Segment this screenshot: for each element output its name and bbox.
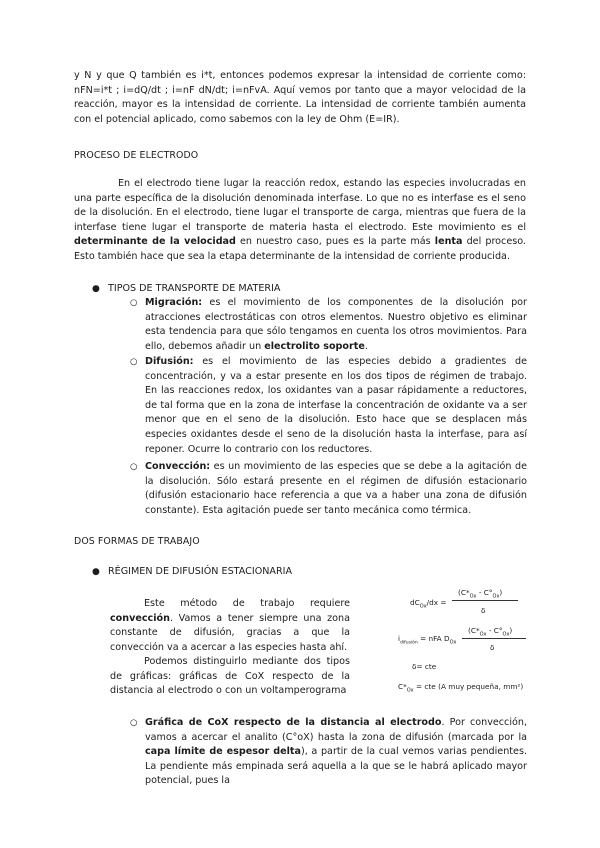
formula-gradient-lhs: $dC_{Ox}/dx$ = [410, 598, 447, 610]
formula-current-numerator: $(C*_{Ox} - C^\circ_{Ox})$ [468, 626, 513, 638]
formula-current-denominator: δ [490, 643, 495, 652]
formula-gradient-denominator: δ [481, 606, 486, 615]
sub-bullet-icon: ○ [130, 718, 138, 728]
regimen-paragraph-1: Este método de trabajo requiere convección. Vamos a tener siempre una zona constante de difusión, gracias a que la convección va a acercar a las especies hasta ahí. [110, 598, 350, 653]
fraction-line [452, 600, 518, 601]
sub-bullet-icon: ○ [130, 298, 138, 308]
conveccion-item: Convección: es un movimiento de las especies que se debe a la agitación de la disolución. Sólo estará presente en el régimen de difusión estacionario (difusión estacionario hace referencia a que va a haber una zona de difusión constante). Esta agitación puede ser tanto mecánica como térmica. [145, 461, 527, 516]
formula-gradient-numerator: $(C*_{Ox} - C^\circ_{Ox})$ [458, 588, 503, 600]
fraction-line [462, 638, 526, 639]
formula-concentration-constant: $C*_{Ox}$ = cte (A muy pequeña, mm²) [398, 682, 524, 694]
bullet-icon: ● [92, 284, 100, 294]
intro-paragraph: y N y que Q también es i*t, entonces podemos expresar la intensidad de corriente como: nFN=i*t ; i=dQ/dt ; i=nF dN/dt; i=nFvA. Aquí vemos por tanto que a mayor velocidad de la reacción, mayor es la intensidad de corriente. La intensidad de corriente también aumenta con el potencial aplicado, como sabemos con la ley de Ohm (E=IR). [74, 70, 526, 125]
sub-bullet-icon: ○ [130, 357, 138, 367]
electrode-process-paragraph: En el electrodo tiene lugar la reacción redox, estando las especies involucradas en una parte específica de la disolución denominada interfase. Lo que no es interfase es el seno de la disolución. En el electrodo, tiene lugar el transporte de carga, mientras que fuera de la interfase tiene lugar el transporte de materia hasta el electrodo. Este movimiento es el determinante de la velocidad en nuestro caso, pues es la parte más lenta del proceso. Esto también hace que sea la etapa determinante de la intensidad de corriente producida. [74, 178, 526, 262]
formula-current-lhs: $i_{difusión}$ = nFA $D_{Ox}$ [398, 634, 457, 646]
bullet-icon: ● [92, 567, 100, 577]
heading-dos-formas: DOS FORMAS DE TRABAJO [74, 536, 200, 547]
regimen-paragraph-2: Podemos distinguirlo mediante dos tipos de gráficas: gráficas de CoX respecto de la distancia al electrodo o con un voltamperograma [110, 656, 350, 697]
transport-types-title: TIPOS DE TRANSPORTE DE MATERIA [108, 283, 281, 294]
regimen-title: RÉGIMEN DE DIFUSIÓN ESTACIONARIA [108, 566, 293, 577]
sub-bullet-icon: ○ [130, 462, 138, 472]
heading-proceso-electrodo: PROCESO DE ELECTRODO [74, 150, 199, 161]
grafica-item: Gráfica de CoX respecto de la distancia al electrodo. Por convección, vamos a acercar el analito (C°oX) hasta la zona de difusión (marcada por la capa límite de espesor delta), a partir de la cual vemos varias pendientes. La pendiente más empinada será aquella a la que se le habrá aplicado mayor potencial, pues la [145, 717, 527, 787]
difusion-item: Difusión: es el movimiento de las especies debido a gradientes de concentración, y va a estar presente en los dos tipos de régimen de trabajo. En las reacciones redox, los oxidantes van a pasar rápidamente a reductores, de tal forma que en la zona de interfase la concentración de oxidante va a ser menor que en el seno de la disolución. Esto hace que se desplacen más especies oxidantes desde el seno de la disolución hasta la interfase, para así reponer. Ocurre lo contrario con los reductores. [145, 356, 527, 455]
formula-delta-constant: δ= cte [412, 662, 437, 671]
migracion-item: Migración: es el movimiento de los componentes de la disolución por atracciones electrostáticas con otros elementos. Nuestro objetivo es eliminar esta tendencia para que sólo tengamos en cuenta los otros movimientos. Para ello, debemos añadir un electrolito soporte. [145, 297, 527, 352]
